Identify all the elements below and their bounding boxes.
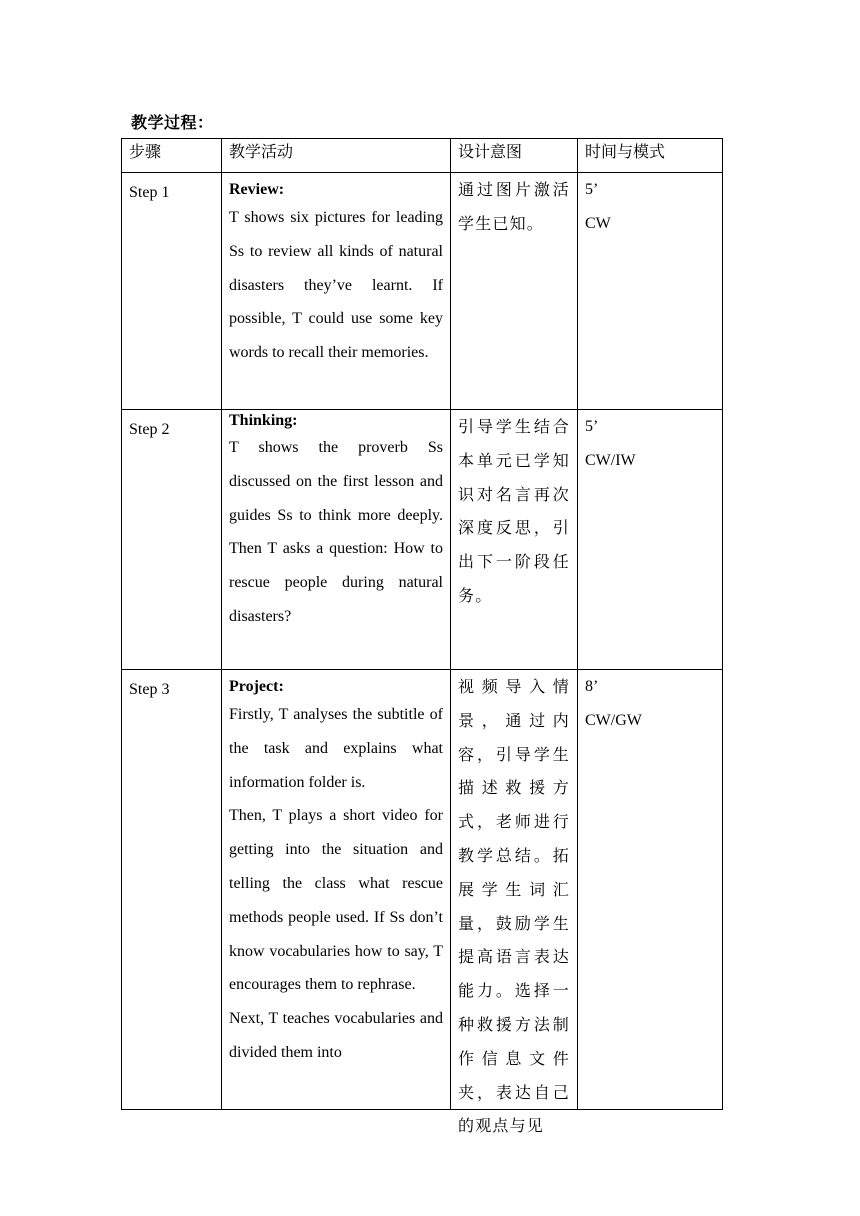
mode-value: CW	[585, 214, 611, 232]
activity-text: Firstly, T analyses the subtitle of the task and explains what information folder is.	[229, 706, 443, 791]
activity-cell	[222, 173, 451, 410]
step-label: Step 2	[122, 410, 222, 670]
step-label: Step 1	[122, 173, 222, 410]
time-value: 5’	[585, 418, 599, 435]
purpose-cell: 通过图片激活学生已知。	[451, 173, 578, 410]
activity-text: T shows the proverb Ss discussed on the first lesson and guides Ss to think more deeply. Then T asks a question: How to rescue people during natural disasters?	[229, 439, 443, 625]
time-value: 5’	[585, 181, 599, 198]
activity-title: Thinking:	[229, 412, 298, 429]
time-mode-cell	[578, 173, 723, 410]
step-label: Step 3	[122, 670, 222, 1110]
activity-title: Review:	[229, 181, 285, 198]
time-value: 8’	[585, 678, 599, 695]
purpose-cell: 引导学生结合本单元已学知识对名言再次深度反思，引出下一阶段任务。	[451, 410, 578, 670]
activity-text: T shows six pictures for leading Ss to review all kinds of natural disasters they’ve learnt. If possible, T could use some key words to recall their memories.	[229, 209, 443, 362]
activity-text: Next, T teaches vocabularies and divided them into	[229, 1010, 443, 1061]
activity-title: Project:	[229, 678, 284, 695]
activity-cell	[222, 670, 451, 1110]
activity-cell	[222, 410, 451, 670]
time-mode-cell	[578, 670, 723, 1110]
table-row	[122, 173, 723, 410]
header-activity: 教学活动	[222, 139, 451, 173]
mode-value: CW/IW	[585, 451, 636, 469]
table-row	[122, 410, 723, 670]
header-purpose: 设计意图	[451, 139, 578, 173]
header-step: 步骤	[122, 139, 222, 173]
time-mode-cell	[578, 410, 723, 670]
mode-value: CW/GW	[585, 711, 642, 729]
lesson-procedure-table	[121, 138, 723, 1136]
purpose-cell	[451, 670, 578, 1136]
table-row	[122, 670, 723, 1110]
header-time-mode: 时间与模式	[578, 139, 723, 173]
activity-text: Then, T plays a short video for getting into the situation and telling the class what rescue methods people used. If Ss don’t know vocabularies how to say, T encourages them to rephrase.	[229, 807, 443, 994]
section-heading: 教学过程：	[131, 113, 214, 132]
table-header-row	[122, 139, 723, 173]
purpose-text: 视频导入情景，通过内容，引导学生描述救援方式，老师进行教学总结。拓展学生词汇量，鼓励学生提高语言表达能力。选择一种救援方法制作信息文件夹，表达自己的观点与见	[458, 677, 570, 1136]
